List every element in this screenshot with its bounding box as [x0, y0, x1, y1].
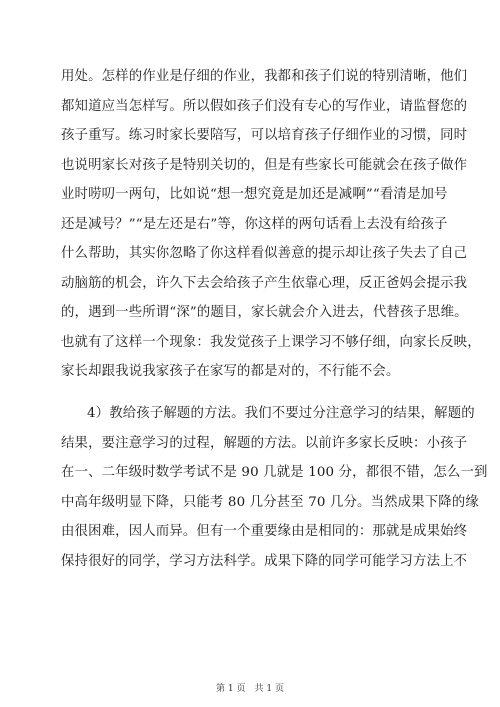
text-line: 结果，要注意学习的过程，解题的方法。以前许多家长反映：小孩子	[61, 435, 468, 451]
text-line: 4）教给孩子解题的方法。我们不要过分注意学习的结果，解题的	[87, 406, 475, 422]
paragraph-gap	[61, 387, 441, 399]
text-line: 的，遇到一些所谓“深”的题目，家长就会介入进去，代替孩子思维。	[61, 305, 468, 321]
text-line: 还是减号？”“是左还是右”等，你这样的两句话看上去没有给孩子	[61, 216, 448, 232]
text-line: 在一、二年级时数学考试不是 90 几就是 100 分，都很不错，怎么一到	[61, 465, 488, 481]
text-line: 家长却跟我说我家孩子在家写的都是对的，不行能不会。	[61, 364, 400, 380]
text-line: 保持很好的同学，学习方法科学。成果下降的同学可能学习方法上不	[61, 553, 468, 569]
text-line: 用处。怎样的作业是仔细的作业，我都和孩子们说的特别清晰，他们	[61, 69, 468, 84]
paragraph-1	[61, 62, 481, 387]
text-line: 由很困难，因人而异。但有一个重要缘由是相同的：那就是成果始终	[61, 524, 468, 540]
page-number-label: 第 1 页 共 1 页	[216, 684, 284, 694]
text-line: 都知道应当怎样写。所以假如孩子们没有专心的写作业，请监督您的	[61, 98, 468, 114]
text-line: 也说明家长对孩子是特别关切的，但是有些家长可能就会在孩子做作	[61, 157, 468, 173]
document-body	[61, 62, 488, 576]
text-line: 动脑筋的机会，许久下去会给孩子产生依靠心理，反正爸妈会提示我	[61, 275, 468, 291]
text-line: 什么帮助，其实你忽略了你这样看似善意的提示却让孩子失去了自己	[61, 246, 468, 262]
paragraph-2	[61, 399, 488, 576]
page-footer	[0, 681, 500, 694]
text-line: 业时唠叨一两句，比如说“想一想究竟是加还是减啊”“看清是加号	[61, 187, 448, 203]
text-line: 孩子重写。练习时家长要陪写，可以培育孩子仔细作业的习惯，同时	[61, 128, 468, 144]
text-line: 中高年级明显下降，只能考 80 几分甚至 70 几分。当然成果下降的缘	[61, 494, 479, 510]
text-line: 也就有了这样一个现象：我发觉孩子上课学习不够仔细，向家长反映，	[61, 334, 481, 350]
